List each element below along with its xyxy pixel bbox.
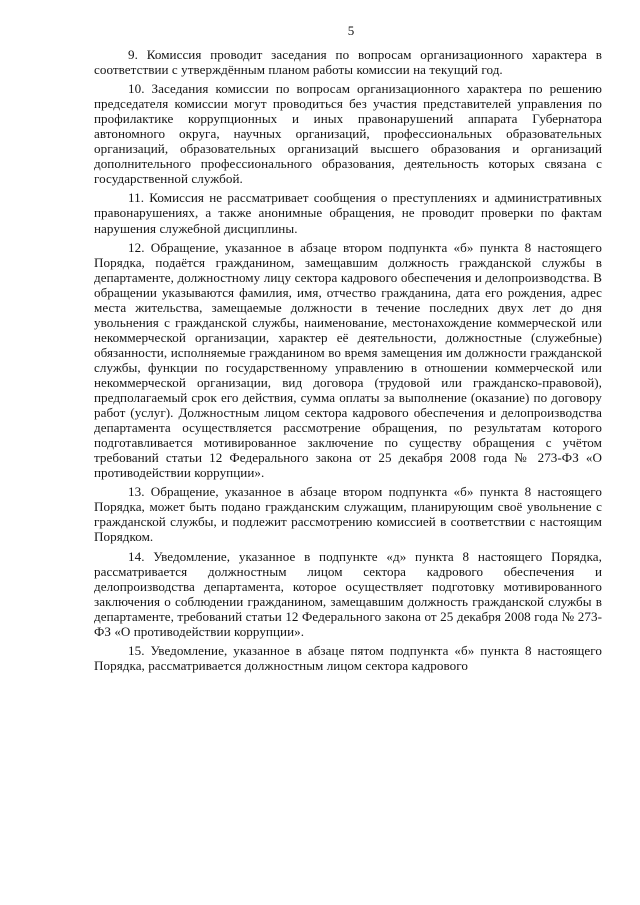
paragraph-15: 15. Уведомление, указанное в абзаце пятом подпункта «б» пункта 8 настоящего Порядка, рассматривается должностным лицом сектора кадрового [94, 642, 602, 673]
paragraph-11: 11. Комиссия не рассматривает сообщения о преступлениях и административных правонарушениях, а также анонимные обращения, не проводит проверки по фактам нарушения служебной дисциплины. [94, 190, 602, 236]
page-number: 5 [347, 23, 355, 38]
paragraph-12: 12. Обращение, указанное в абзаце втором подпункта «б» пункта 8 настоящего Порядка, подаётся гражданином, замещавшим должность гражданской службы в департаменте, должностному лицу сектора кадрового обеспечения и делопроизводства. В обращении указываются фамилия, имя, отчество гражданина, дата его рождения, адрес места жительства, замещаемые должности в течение последних двух лет до дня увольнения с гражданской службы, наименование, местонахождение коммерческой или некоммерческой организации, характер её деятельности, должностные (служебные) обязанности, исполняемые гражданином во время замещения им должности гражданской службы, функции по государственному управлению в отношении коммерческой или некоммерческой организации, вид договора (трудовой или гражданско-правовой), предполагаемый срок его действия, сумма оплаты за выполнение (оказание) по договору работ (услуг). Должностным лицом сектора кадрового обеспечения и делопроизводства департамента осуществляется рассмотрение обращения, по результатам которого подготавливается мотивированное заключение по существу обращения с учётом требований статьи 12 Федерального закона от 25 декабря 2008 года № 273-ФЗ «О противодействии коррупции». [94, 239, 602, 481]
paragraph-9: 9. Комиссия проводит заседания по вопросам организационного характера в соответствии с утверждённым планом работы комиссии на текущий год. [94, 47, 602, 78]
paragraph-14: 14. Уведомление, указанное в подпункте «д» пункта 8 настоящего Порядка, рассматривается должностным лицом сектора кадрового обеспечения и делопроизводства департамента, которое осуществляет подготовку мотивированного заключения о соблюдении гражданином, замещавшим должность гражданской службы в департаменте, требований статьи 12 Федерального закона от 25 декабря 2008 года № 273-ФЗ «О противодействии коррупции». [94, 548, 602, 639]
paragraph-13: 13. Обращение, указанное в абзаце втором подпункта «б» пункта 8 настоящего Порядка, может быть подано гражданским служащим, планирующим своё увольнение с гражданской службы, и подлежит рассмотрению комиссией в соответствии с настоящим Порядком. [94, 484, 602, 545]
paragraph-10: 10. Заседания комиссии по вопросам организационного характера по решению председателя комиссии могут проводиться без участия представителей управления по профилактике коррупционных и иных правонарушений аппарата Губернатора автономного округа, научных организаций, профессиональных образовательных организаций, образовательных организаций высшего образования и организаций дополнительного профессионального образования, деятельность которых связана с государственной службой. [94, 81, 602, 187]
